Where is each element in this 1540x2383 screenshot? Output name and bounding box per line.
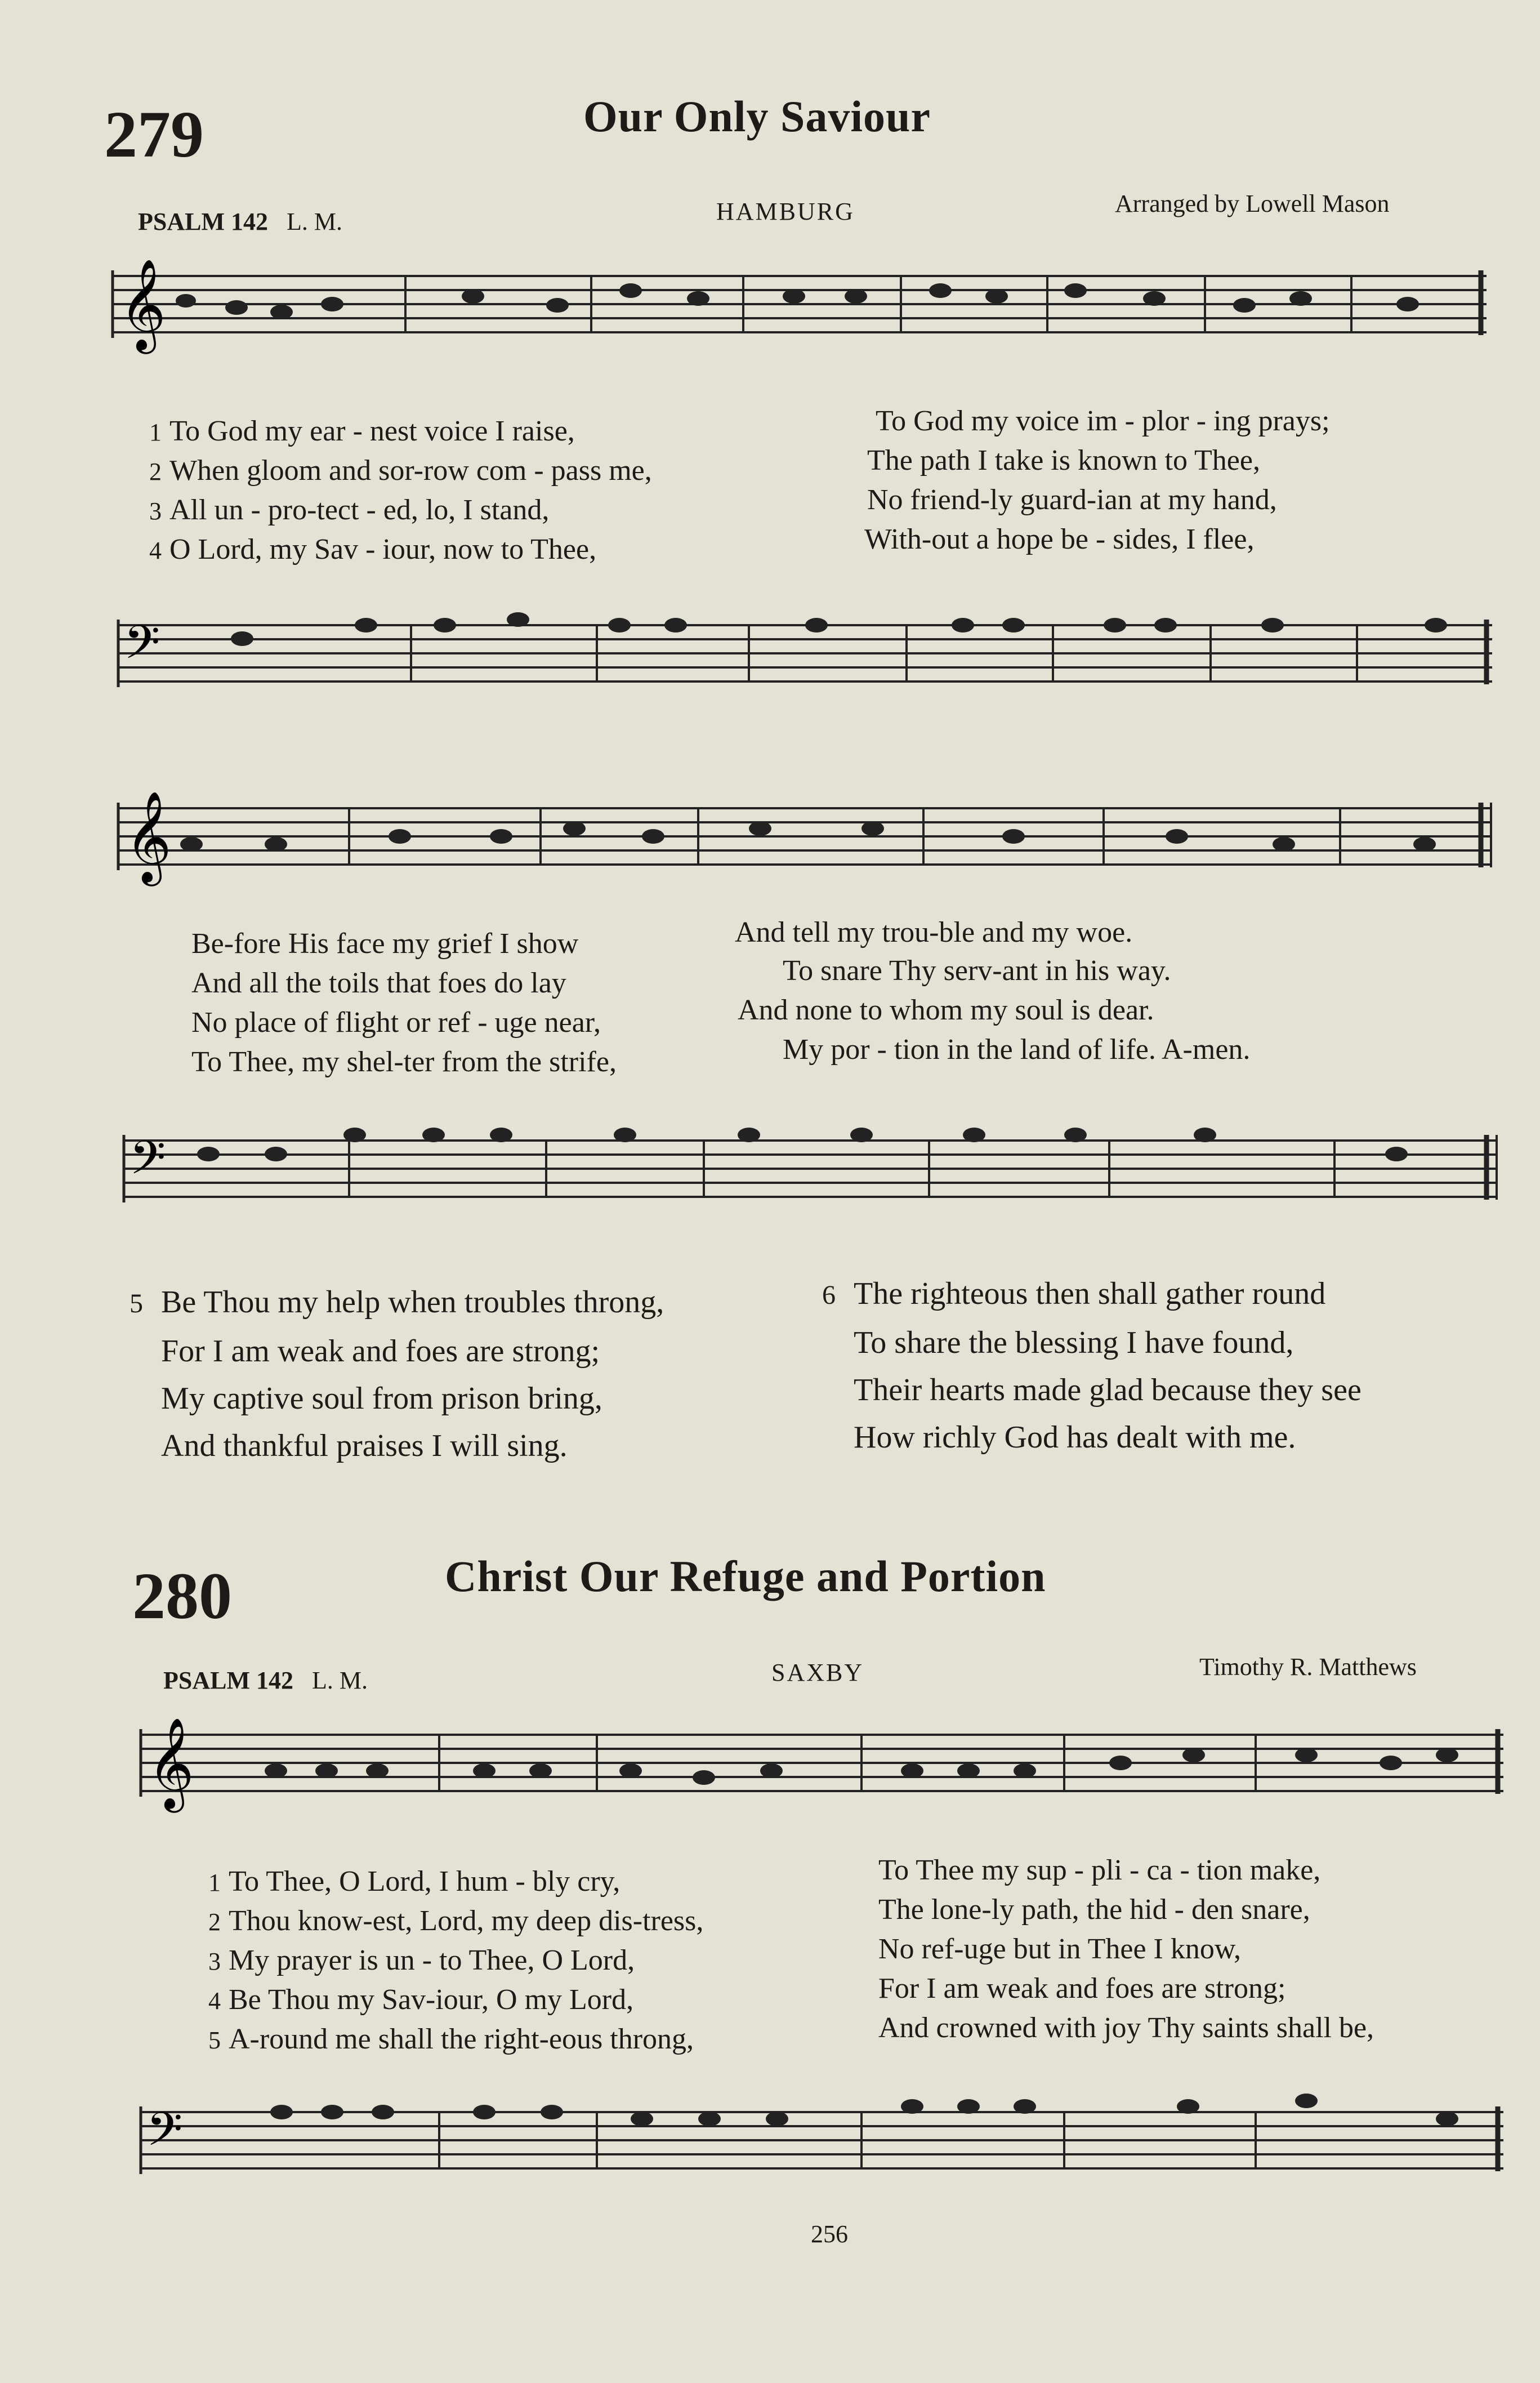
verse-line: 4 Be Thou my Sav-iour, O my Lord, bbox=[208, 1984, 634, 2016]
verse-line: And none to whom my soul is dear. bbox=[738, 994, 1154, 1026]
bass-staff bbox=[135, 2101, 1509, 2185]
verse-line: 5 A-round me shall the right-eous throng, bbox=[208, 2023, 694, 2055]
verse-line: 4 O Lord, my Sav - iour, now to Thee, bbox=[149, 533, 597, 565]
bass-clef-icon: 𝄢 bbox=[124, 617, 160, 680]
bass-clef-icon: 𝄢 bbox=[130, 1133, 166, 1195]
meter-label: L. M. bbox=[312, 1667, 368, 1694]
treble-staff bbox=[113, 794, 1498, 881]
tune-name: SAXBY bbox=[771, 1659, 864, 1686]
verse-line: For I am weak and foes are strong; bbox=[878, 1972, 1286, 2005]
bass-staff bbox=[113, 614, 1498, 698]
stanza-6: 6 The righteous then shall gather round To share the blessing I have found, Their hearts made glad because they see How richly God has dealt with me. bbox=[822, 1276, 1362, 1455]
meter-label: L. M. bbox=[287, 208, 342, 235]
psalm-meter bbox=[163, 1668, 368, 1693]
verse-line: The path I take is known to Thee, bbox=[867, 444, 1260, 476]
verse-line: To snare Thy serv-ant in his way. bbox=[783, 955, 1171, 987]
verse-line: 3 All un - pro-tect - ed, lo, I stand, bbox=[149, 494, 550, 526]
verse-line: And tell my trou-ble and my woe. bbox=[735, 916, 1133, 948]
hymn-number: 279 bbox=[104, 97, 204, 171]
verse-line: 2 When gloom and sor-row com - pass me, bbox=[149, 455, 652, 487]
treble-clef-icon: 𝄞 bbox=[148, 1720, 194, 1807]
hymn-title: Christ Our Refuge and Portion bbox=[445, 1552, 1046, 1601]
verse-line: 1 To Thee, O Lord, I hum - bly cry, bbox=[208, 1865, 621, 1898]
psalm-label: PSALM 142 bbox=[163, 1667, 293, 1694]
composer-credit: Timothy R. Matthews bbox=[1199, 1653, 1417, 1681]
verse-line: 1 To God my ear - nest voice I raise, bbox=[149, 415, 575, 447]
verse-line: To God my voice im - plor - ing prays; bbox=[876, 405, 1330, 437]
bass-staff bbox=[118, 1129, 1503, 1214]
hymn-title: Our Only Saviour bbox=[583, 92, 931, 141]
verse-line: The lone-ly path, the hid - den snare, bbox=[878, 1894, 1310, 1926]
tune-name: HAMBURG bbox=[716, 198, 855, 225]
verse-line: Be-fore His face my grief I show bbox=[191, 928, 579, 960]
hymn-number: 280 bbox=[132, 1559, 232, 1633]
verse-line: With-out a hope be - sides, I flee, bbox=[864, 523, 1255, 555]
verse-line: No ref-uge but in Thee I know, bbox=[878, 1933, 1242, 1965]
psalm-label: PSALM 142 bbox=[138, 208, 268, 235]
verse-line: And crowned with joy Thy saints shall be, bbox=[878, 2012, 1374, 2044]
verse-line: No place of flight or ref - uge near, bbox=[191, 1006, 601, 1039]
verse-line: 2 Thou know-est, Lord, my deep dis-tress, bbox=[208, 1905, 704, 1937]
treble-clef-icon: 𝄞 bbox=[125, 794, 172, 881]
page-number: 256 bbox=[811, 2220, 848, 2248]
treble-staff bbox=[135, 1720, 1509, 1808]
verse-line: To Thee, my shel-ter from the strife, bbox=[191, 1046, 617, 1078]
psalm-meter bbox=[138, 210, 342, 234]
verse-line: To Thee my sup - pli - ca - tion make, bbox=[878, 1854, 1321, 1886]
treble-staff bbox=[107, 261, 1492, 349]
composer-credit: Arranged by Lowell Mason bbox=[1115, 190, 1390, 217]
treble-clef-icon: 𝄞 bbox=[119, 261, 166, 349]
stanza-5: 5 Be Thou my help when troubles throng, For I am weak and foes are strong; My captive soul from prison bring, And thankful praises I will sing. bbox=[130, 1285, 664, 1463]
verse-line: 3 My prayer is un - to Thee, O Lord, bbox=[208, 1944, 635, 1976]
verse-line: And all the toils that foes do lay bbox=[191, 967, 566, 999]
verse-line: No friend-ly guard-ian at my hand, bbox=[867, 484, 1277, 516]
verse-line: My por - tion in the land of life. A-men. bbox=[783, 1034, 1251, 1066]
bass-clef-icon: 𝄢 bbox=[146, 2104, 183, 2167]
